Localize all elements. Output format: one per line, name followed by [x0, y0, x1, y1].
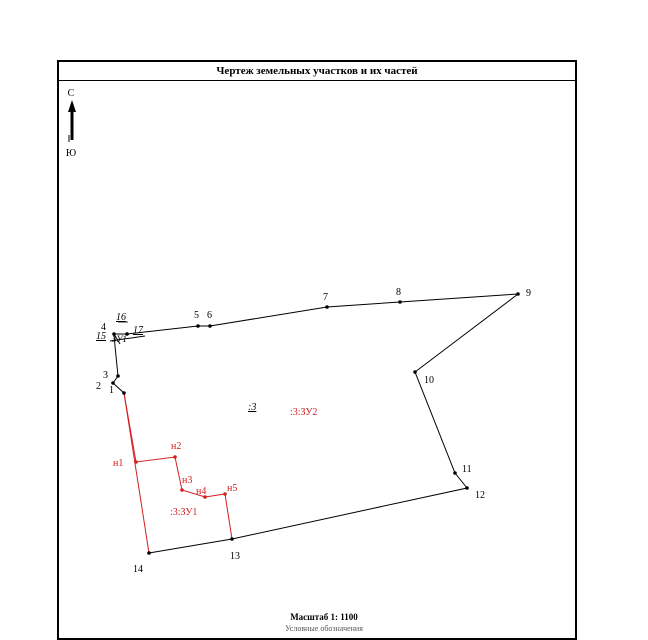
new-point-label-n2: н2	[171, 441, 182, 452]
point-label-14: 14	[133, 564, 143, 575]
small-parcel-label: ЗУ1	[112, 334, 127, 344]
point-label-9: 9	[526, 288, 531, 299]
parcel-label-main: :3	[248, 402, 257, 413]
point-label-16: 16	[116, 312, 126, 323]
scale-label: Масштаб 1: 1100	[290, 612, 358, 622]
point-label-1: 1	[109, 385, 114, 396]
point-label-6: 6	[207, 310, 212, 321]
new-point-label-n4: н4	[196, 486, 207, 497]
legend-caption: Условные обозначения	[285, 624, 363, 633]
point-label-15: 15	[96, 331, 106, 342]
point-label-5: 5	[194, 310, 199, 321]
point-label-10: 10	[424, 375, 434, 386]
south-label: Ю	[65, 148, 77, 159]
point-label-2: 2	[96, 381, 101, 392]
new-parcel-boundary-west	[124, 393, 149, 553]
north-arrow-icon	[66, 88, 76, 159]
point-label-3: 3	[103, 370, 108, 381]
point-label-12: 12	[475, 490, 485, 501]
new-point-label-n5: н5	[227, 483, 238, 494]
point-label-13: 13	[230, 551, 240, 562]
parcel-label-zu2: :3:ЗУ2	[290, 407, 318, 418]
north-label: С	[67, 88, 75, 99]
drawing-title: Чертеж земельных участков и их частей	[59, 62, 575, 81]
point-label-11: 11	[462, 464, 472, 475]
new-vertices	[134, 455, 227, 499]
parcel-label-zu1: :3:ЗУ1	[170, 507, 198, 518]
new-point-label-n3: н3	[182, 475, 193, 486]
new-point-label-n1: н1	[113, 458, 124, 469]
point-label-7: 7	[323, 292, 328, 303]
point-label-4: 4	[101, 322, 106, 333]
point-label-17: 17	[133, 325, 143, 336]
point-label-8: 8	[396, 287, 401, 298]
